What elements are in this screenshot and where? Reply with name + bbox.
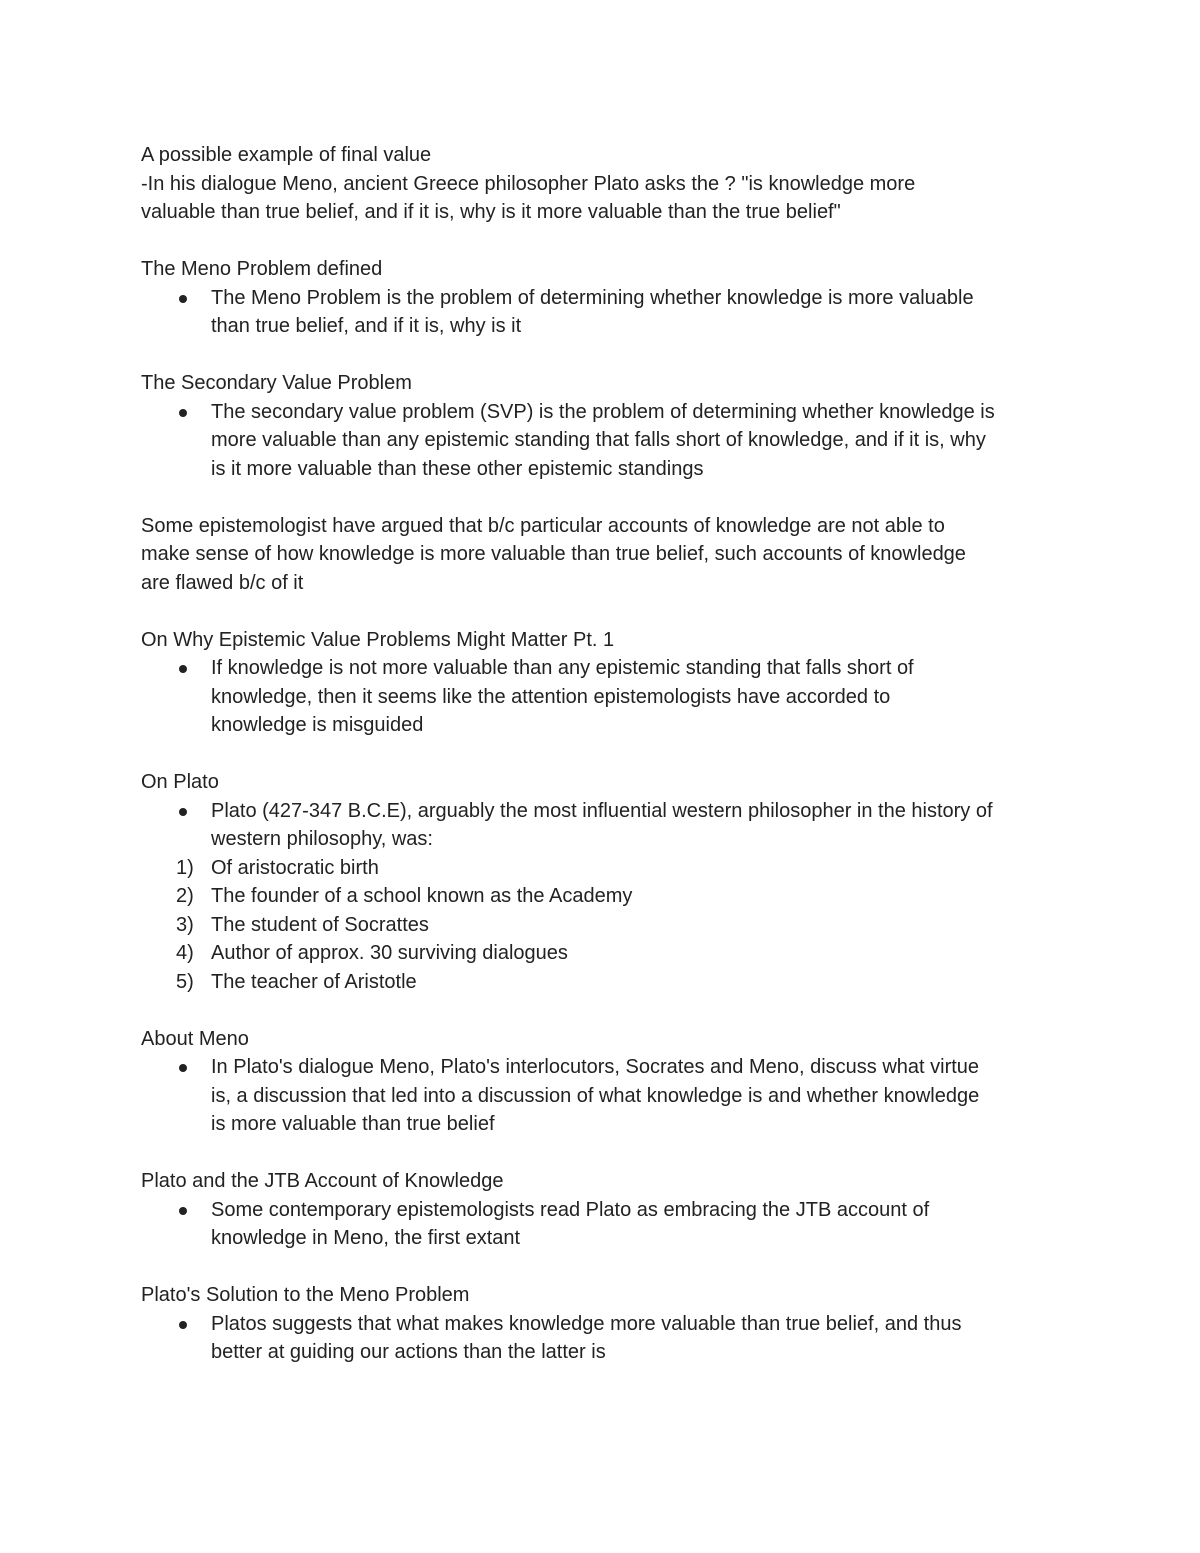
bullet-item (141, 654, 1066, 740)
bullet-item (141, 1310, 1066, 1367)
bullet-line: Some contemporary epistemologists read Plato as embracing the JTB account of (211, 1198, 930, 1221)
section-heading: A possible example of final value (141, 144, 432, 166)
list-number: 1) (176, 856, 194, 879)
bullet-line: The secondary value problem (SVP) is the problem of determining whether knowledge is (211, 400, 995, 423)
numbered-item-text: Author of approx. 30 surviving dialogues (211, 942, 568, 964)
numbered-item-text: The founder of a school known as the Academy (211, 885, 633, 907)
paragraph-line: Some epistemologist have argued that b/c particular accounts of knowledge are not able to (141, 514, 945, 537)
bullet-line: is, a discussion that led into a discussion of what knowledge is and whether knowledge (211, 1084, 980, 1107)
bullet-list (141, 797, 1066, 854)
bullet-line: knowledge, then it seems like the attention epistemologists have accorded to (211, 685, 891, 708)
numbered-list (141, 854, 1066, 997)
document-body (141, 141, 1066, 1395)
bullet-list (141, 398, 1066, 484)
section-final-value (141, 141, 1066, 227)
bullet-line: knowledge is misguided (211, 714, 424, 736)
numbered-item (141, 882, 1066, 911)
section-heading: About Meno (141, 1027, 249, 1050)
section-about-meno (141, 1025, 1066, 1139)
list-number: 2) (176, 885, 194, 907)
numbered-item (141, 968, 1066, 997)
bullet-line: The Meno Problem is the problem of determining whether knowledge is more valuable (211, 286, 974, 309)
section-heading: On Plato (141, 771, 219, 793)
bullet-line: knowledge in Meno, the first extant (211, 1227, 521, 1249)
bullet-line: western philosophy, was: (211, 828, 433, 850)
section-meno-problem (141, 255, 1066, 341)
bullet-list (141, 284, 1066, 341)
section-secondary-value-problem (141, 369, 1066, 483)
bullet-line: than true belief, and if it is, why is it (211, 315, 522, 337)
section-heading: The Secondary Value Problem (141, 372, 412, 394)
numbered-item-text: Of aristocratic birth (211, 856, 379, 879)
bullet-item (141, 1196, 1066, 1253)
bullet-icon (179, 808, 187, 816)
bullet-list (141, 1310, 1066, 1367)
section-jtb-account (141, 1167, 1066, 1253)
section-why-matter (141, 626, 1066, 740)
section-heading: Plato and the JTB Account of Knowledge (141, 1170, 504, 1192)
section-heading: Plato's Solution to the Meno Problem (141, 1284, 470, 1306)
bullet-line: more valuable than any epistemic standing that falls short of knowledge, and if it is, why (211, 429, 986, 451)
bullet-list (141, 1053, 1066, 1139)
bullet-line: Platos suggests that what makes knowledge more valuable than true belief, and thus (211, 1312, 962, 1335)
section-heading: On Why Epistemic Value Problems Might Matter Pt. 1 (141, 628, 615, 651)
section-plato-solution (141, 1281, 1066, 1367)
bullet-line: If knowledge is not more valuable than any epistemic standing that falls short of (211, 657, 914, 679)
bullet-list (141, 1196, 1066, 1253)
paragraph-line: are flawed b/c of it (141, 571, 304, 594)
bullet-icon (179, 409, 187, 417)
bullet-icon (179, 1321, 187, 1329)
list-number: 4) (176, 942, 194, 964)
numbered-item (141, 854, 1066, 883)
bullet-list (141, 654, 1066, 740)
bullet-item (141, 284, 1066, 341)
bullet-line: is more valuable than true belief (211, 1113, 495, 1135)
bullet-line: better at guiding our actions than the latter is (211, 1341, 606, 1363)
numbered-item-text: The student of Socrattes (211, 913, 429, 936)
bullet-item (141, 1053, 1066, 1139)
bullet-icon (179, 665, 187, 673)
section-heading: The Meno Problem defined (141, 258, 383, 280)
paragraph-line: valuable than true belief, and if it is, why is it more valuable than the true belief" (141, 201, 841, 223)
bullet-icon (179, 1064, 187, 1072)
list-number: 5) (176, 970, 194, 993)
bullet-line: is it more valuable than these other epistemic standings (211, 457, 704, 480)
bullet-item (141, 398, 1066, 484)
paragraph-line: -In his dialogue Meno, ancient Greece philosopher Plato asks the ? "is knowledge more (141, 172, 916, 195)
section-epistemologists-paragraph (141, 512, 1066, 598)
bullet-item (141, 797, 1066, 854)
numbered-item-text: The teacher of Aristotle (211, 970, 417, 993)
bullet-icon (179, 1207, 187, 1215)
numbered-item (141, 939, 1066, 968)
paragraph-line: make sense of how knowledge is more valuable than true belief, such accounts of knowledge (141, 543, 966, 565)
section-on-plato (141, 768, 1066, 996)
numbered-item (141, 911, 1066, 940)
bullet-line: Plato (427-347 B.C.E), arguably the most influential western philosopher in the history of (211, 799, 993, 822)
bullet-icon (179, 295, 187, 303)
list-number: 3) (176, 913, 194, 936)
bullet-line: In Plato's dialogue Meno, Plato's interlocutors, Socrates and Meno, discuss what virtue (211, 1056, 980, 1078)
